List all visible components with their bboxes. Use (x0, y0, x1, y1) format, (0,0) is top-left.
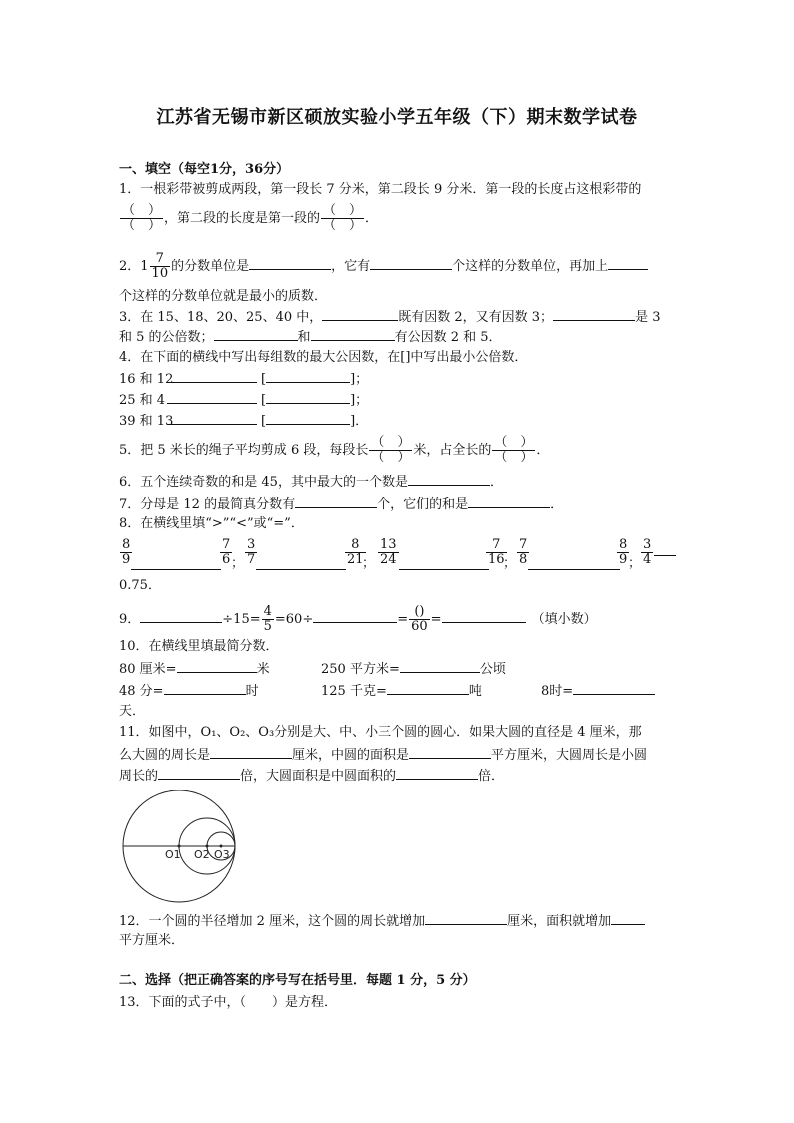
answer-blank[interactable] (311, 327, 395, 341)
answer-blank[interactable] (266, 411, 350, 425)
answer-blank[interactable] (167, 369, 257, 383)
question-6: 6．五个连续奇数的和是 45，其中最大的一个数是 ． (119, 472, 503, 492)
compare-pair: $\frac{8}{9}$ $\frac{7}{6}$ ； (122, 537, 245, 571)
question-2-line-1: 2．1 $\frac{7}{10}$ 的分数单位是 ，它有 个这样的分数单位，再加上 (119, 252, 648, 281)
question-12-line-2: 平方厘米． (119, 933, 185, 948)
section-2-heading: 二、选择（把正确答案的序号写在括号里．每题 1 分，5 分） (119, 973, 476, 988)
compare-pair: $\frac{13}{24}$ $\frac{7}{16}$ ； (380, 537, 517, 571)
compare-pair: $\frac{3}{7}$ $\frac{8}{21}$ ； (247, 537, 376, 571)
question-10-text: 10．在横线里填最简分数． (119, 639, 279, 654)
question-10-row-1b: 250 平方米= 公顷 (321, 659, 506, 679)
fraction: $\frac{8}{9}$ (122, 537, 131, 567)
circles-diagram (115, 790, 255, 905)
answer-blank[interactable] (396, 766, 478, 780)
answer-blank[interactable] (164, 681, 246, 695)
question-12-line-1: 12．一个圆的半径增加 2 厘米，这个圆的周长就增加 厘米，面积就增加 (119, 911, 645, 931)
fraction: $\frac{4}{5}$ (263, 604, 272, 634)
fraction: $\frac{7}{10}$ (151, 251, 169, 281)
answer-blank[interactable] (131, 568, 221, 570)
fraction: $\frac{8}{9}$ (619, 537, 628, 567)
fraction: $\frac{3}{4}$ (643, 537, 652, 567)
answer-blank[interactable] (400, 659, 480, 673)
blank-fraction[interactable]: $\frac{( )}{( )}$ (494, 435, 534, 465)
question-11-line-2: 么大圆的周长是 厘米，中圆的面积是 平方厘米，大圆周长是小圆 (119, 745, 647, 765)
answer-blank[interactable] (167, 411, 257, 425)
answer-blank[interactable] (408, 472, 490, 486)
question-1-line-2: $\frac{( )}{( )}$ ，第二段的长度是第一段的 $\frac{( )}{( )}$ ． (122, 203, 379, 233)
section-1-heading: 一、填空（每空1分，36分） (119, 162, 290, 177)
question-11-line-3: 周长的 倍，大圆面积是中圆面积的 倍． (119, 766, 504, 786)
answer-blank[interactable] (210, 745, 292, 759)
answer-blank[interactable] (553, 307, 635, 321)
question-2-line-2: 个这样的分数单位就是最小的质数． (119, 289, 328, 304)
question-13: 13．下面的式子中，（ ）是方程． (119, 995, 338, 1010)
question-1-line-1: 1．一根彩带被剪成两段，第一段长 7 分米，第二段长 9 分米．第一段的长度占这根彩带的 (119, 182, 642, 197)
question-5: 5．把 5 米长的绳子平均剪成 6 段，每段长 $\frac{( )}{( )}$ 米，占全长的 $\frac{( )}{( )}$ ． (119, 435, 550, 465)
fraction: $\frac{8}{21}$ (347, 537, 364, 567)
answer-blank[interactable] (158, 766, 240, 780)
answer-blank[interactable] (442, 609, 526, 623)
label-o2: O2 (194, 848, 210, 861)
question-4-row: 16 和 12 [ ]； (119, 369, 368, 389)
question-10-row-2c: 8时= (541, 681, 655, 701)
page-title: 江苏省无锡市新区硕放实验小学五年级（下）期末数学试卷 (156, 107, 638, 128)
question-10-row-3: 天． (119, 704, 146, 719)
label-o3: O3 (214, 848, 230, 861)
answer-blank[interactable] (295, 494, 377, 508)
answer-blank[interactable] (611, 911, 645, 925)
question-3-line-2: 和 5 的公倍数； 和 有公因数 2 和 5． (119, 327, 502, 347)
question-10-row-2b: 125 千克= 吨 (321, 681, 482, 701)
answer-blank[interactable] (387, 681, 469, 695)
answer-blank[interactable] (409, 745, 491, 759)
question-4-row: 39 和 13 [ ]． (119, 411, 368, 431)
answer-blank[interactable] (256, 568, 346, 570)
answer-blank[interactable] (425, 911, 507, 925)
answer-blank[interactable] (608, 256, 648, 270)
answer-blank[interactable] (528, 568, 620, 570)
answer-blank[interactable] (313, 609, 397, 623)
compare-pair: $\frac{7}{8}$ $\frac{8}{9}$ ； (519, 537, 642, 571)
fraction: $\frac{7}{16}$ (488, 537, 505, 567)
fraction: $\frac{()}{60}$ (411, 604, 428, 634)
label-o1: O1 (165, 848, 181, 861)
question-8-tail: 0.75． (119, 578, 161, 593)
answer-blank[interactable] (468, 494, 550, 508)
answer-blank[interactable] (399, 568, 489, 570)
answer-blank[interactable] (177, 659, 257, 673)
answer-blank[interactable] (214, 327, 298, 341)
answer-blank[interactable] (140, 609, 222, 623)
question-7: 7．分母是 12 的最简真分数有 个，它们的和是 ． (119, 494, 563, 514)
question-10-row-2: 48 分= 时 (119, 681, 259, 701)
compare-pair (640, 538, 680, 572)
answer-blank[interactable] (266, 390, 350, 404)
question-3-line-1: 3．在 15、18、20、25、40 中， 既有因数 2，又有因数 3； 是 3 (119, 307, 660, 327)
fraction: $\frac{3}{7}$ (247, 537, 256, 567)
question-10-row-1: 80 厘米= 米 (119, 659, 270, 679)
question-8-text: 8．在横线里填“>”“<”或“=”． (119, 516, 304, 531)
answer-blank[interactable] (167, 390, 257, 404)
answer-blank[interactable] (573, 681, 655, 695)
answer-blank[interactable] (322, 307, 398, 321)
question-9: 9． ÷15= $\frac{4}{5}$ =60÷ = $\frac{()}{60}$ = （填小数） (119, 604, 597, 634)
blank-fraction[interactable]: $\frac{( )}{( )}$ (323, 203, 363, 233)
question-11-line-1: 11．如图中，O₁、O₂、O₃分别是大、中、小三个圆的圆心．如果大圆的直径是 4 厘米，那 (119, 725, 642, 740)
blank-fraction[interactable]: $\frac{( )}{( )}$ (371, 435, 411, 465)
question-4-row: 25 和 4 [ ]； (119, 390, 368, 410)
answer-blank[interactable] (249, 256, 331, 270)
answer-blank[interactable] (266, 369, 350, 383)
blank-fraction[interactable]: $\frac{( )}{( )}$ (122, 203, 162, 233)
fraction: $\frac{7}{6}$ (222, 537, 231, 567)
fraction: $\frac{7}{8}$ (519, 537, 528, 567)
answer-blank[interactable] (370, 256, 452, 270)
fraction: $\frac{13}{24}$ (380, 537, 397, 567)
question-4-text: 4．在下面的横线中写出每组数的最大公因数，在[]中写出最小公倍数． (119, 350, 528, 365)
answer-blank[interactable] (654, 554, 676, 556)
